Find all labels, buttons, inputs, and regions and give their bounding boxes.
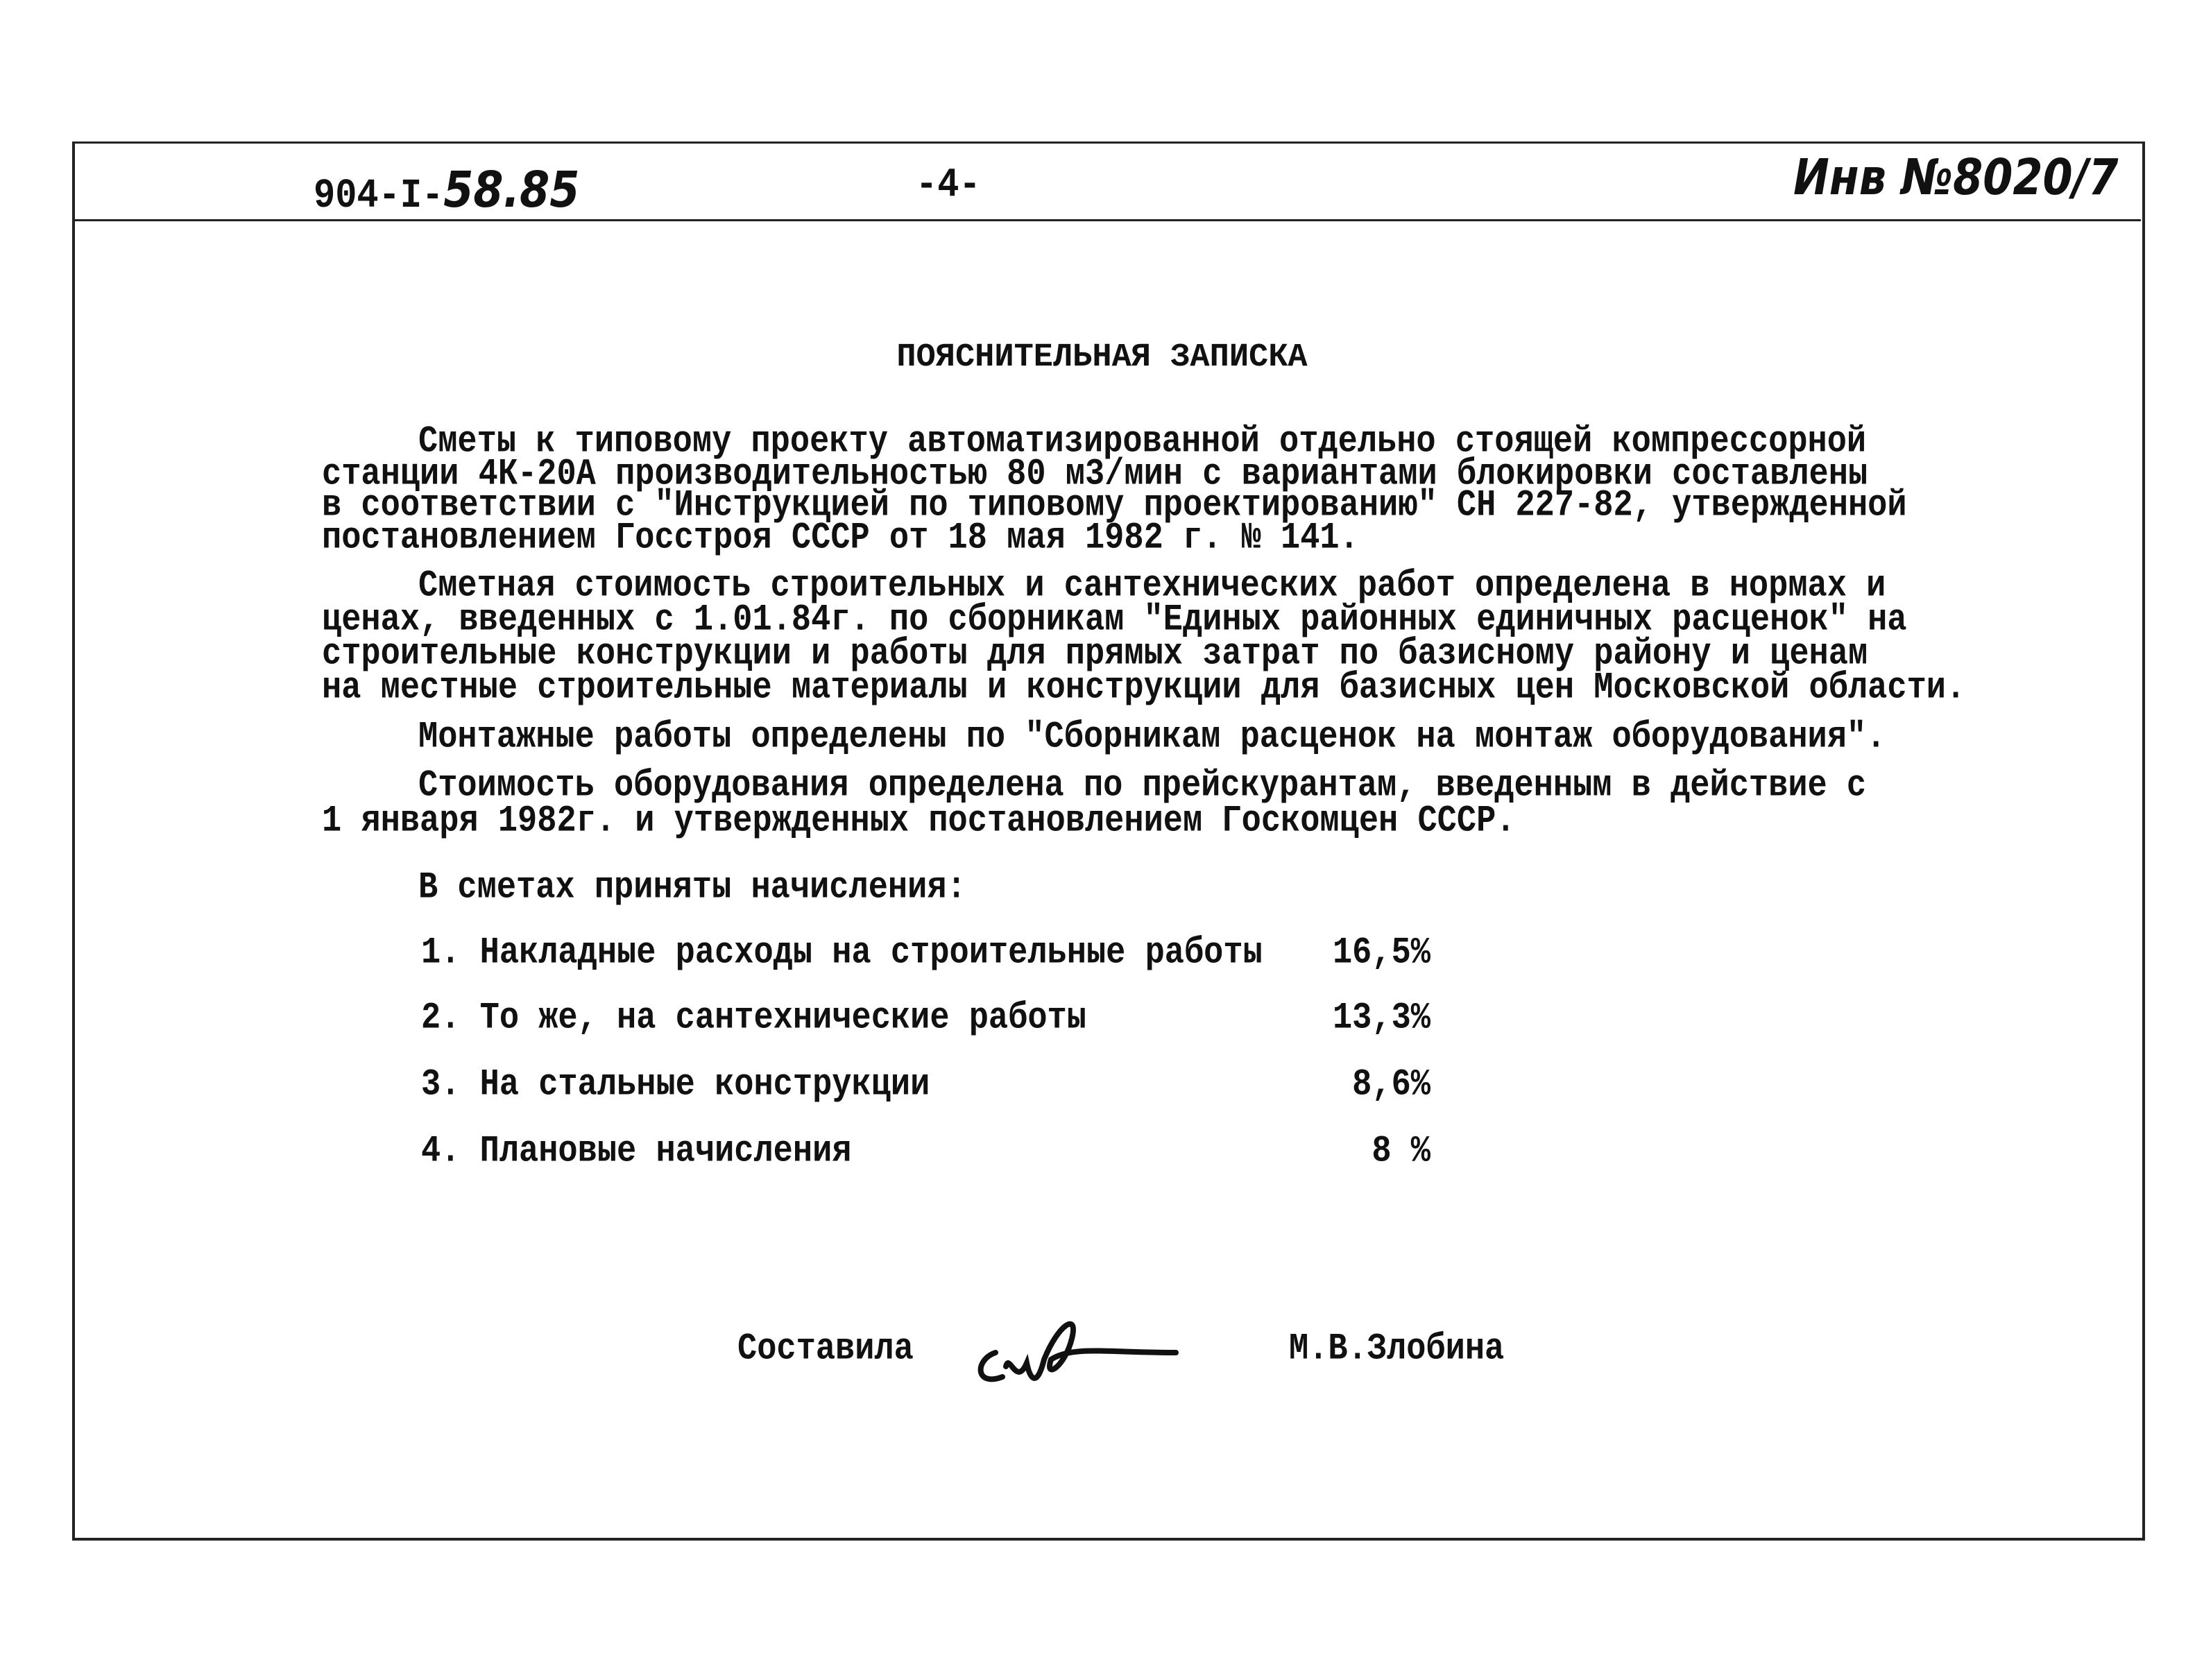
accrual-value: 16,5% <box>1332 932 1430 975</box>
paragraph-line: Монтажные работы определены по "Сборникам расценок на монтаж оборудования". <box>418 716 1886 759</box>
accrual-value: 13,3% <box>1332 997 1430 1040</box>
doc-code-handwritten: 58.85 <box>443 160 580 218</box>
accrual-label: 3. На стальные конструкции <box>421 1063 930 1106</box>
accrual-label: 1. Накладные расходы на строительные работы <box>421 932 1263 975</box>
paragraph-line: строительные конструкции и работы для прямых затрат по базисному району и ценам <box>322 633 1868 676</box>
paragraph-line: постановлением Госстроя СССР от 18 мая 1982 г. № 141. <box>322 517 1359 560</box>
header-divider <box>74 219 2141 221</box>
document-title: ПОЯСНИТЕЛЬНАЯ ЗАПИСКА <box>896 339 1308 376</box>
paragraph-line: на местные строительные материалы и конструкции для базисных цен Московской области. <box>322 667 1966 710</box>
accrual-label: 4. Плановые начисления <box>421 1130 852 1173</box>
doc-code <box>314 160 580 220</box>
paragraph-line: Сметы к типовому проекту автоматизированной отдельно стоящей компрессорной <box>418 420 1867 463</box>
paragraph-line: в соответствии с "Инструкцией по типовому проектированию" СН 227-82, утвержденной <box>322 484 1907 527</box>
accrual-value: 8 % <box>1372 1130 1430 1173</box>
handwritten-signature <box>968 1297 1190 1394</box>
page-number: -4- <box>916 162 981 209</box>
doc-code-prefix: 904-I- <box>314 172 444 220</box>
accrual-label: 2. То же, на сантехнические работы <box>421 997 1086 1040</box>
author-name: М.В.Злобина <box>1289 1328 1505 1371</box>
accruals-heading: В сметах приняты начисления: <box>418 866 966 909</box>
inventory-number: Инв №8020/7 <box>1793 148 2119 206</box>
accrual-value: 8,6% <box>1352 1063 1430 1106</box>
paragraph-line: станции 4К-20А производительностью 80 м3/мин с вариантами блокировки составлены <box>322 453 1868 496</box>
paragraph-line: Сметная стоимость строительных и сантехнических работ определена в нормах и <box>418 565 1886 608</box>
paragraph-line: 1 января 1982г. и утвержденных постановлением Госкомцен СССР. <box>322 800 1516 843</box>
signature-label: Составила <box>737 1328 914 1371</box>
paragraph-line: Стоимость оборудования определена по прейскурантам, введенным в действие с <box>418 764 1867 807</box>
paragraph-line: ценах, введенных с 1.01.84г. по сборникам "Единых районных единичных расценок" на <box>322 599 1907 642</box>
